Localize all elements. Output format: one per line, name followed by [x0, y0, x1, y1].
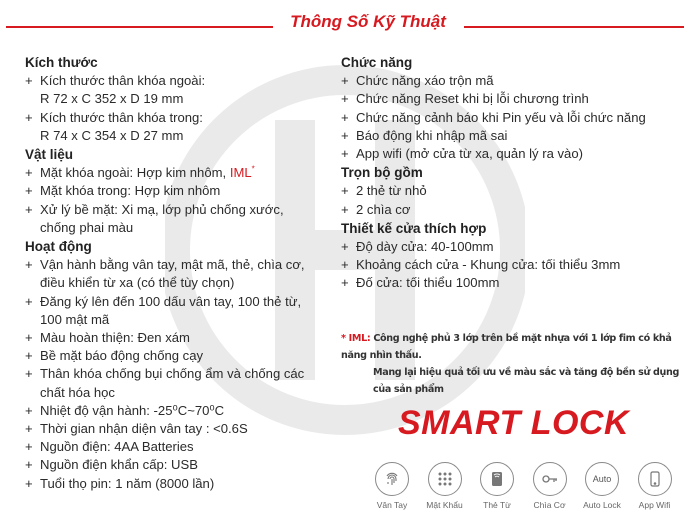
- list-item: + Xử lý bề mặt: Xi mạ, lớp phủ chống xước,: [25, 201, 335, 219]
- fingerprint-icon: [375, 462, 409, 496]
- plus-icon: +: [341, 73, 349, 89]
- footnote-label: * IML:: [341, 333, 371, 344]
- feature-label: Chìa Cơ: [533, 500, 566, 510]
- plus-icon: +: [25, 257, 33, 273]
- card-icon: [480, 462, 514, 496]
- plus-icon: +: [341, 183, 349, 199]
- plus-icon: +: [25, 366, 33, 382]
- left-column: [25, 54, 335, 493]
- list-item: + Bề mặt báo động chống cạy: [25, 347, 335, 365]
- plus-icon: +: [25, 109, 33, 125]
- right-column: [341, 54, 671, 293]
- list-item: + Chức năng xáo trộn mã: [341, 72, 671, 90]
- keypad-icon: [428, 462, 462, 496]
- key-icon: [533, 462, 567, 496]
- plus-icon: +: [341, 275, 349, 291]
- header-rule-left: [6, 26, 273, 28]
- feature-label: Auto Lock: [583, 500, 621, 510]
- list-item: + Độ dày cửa: 40-100mm: [341, 238, 671, 256]
- functions-list: [341, 72, 671, 163]
- section-heading-size: Kích thước: [25, 55, 98, 70]
- plus-icon: +: [341, 146, 349, 162]
- plus-icon: +: [25, 348, 33, 364]
- list-item-sub: 100 mật mã: [40, 311, 110, 327]
- brand-smart-lock: SMART LOCK: [398, 404, 630, 442]
- list-item: + Mặt khóa ngoài: Hợp kim nhôm, IML*: [25, 164, 335, 182]
- list-item: + Đăng ký lên đến 100 dấu vân tay, 100 thẻ từ,: [25, 293, 335, 311]
- header-rule-right: [464, 26, 684, 28]
- plus-icon: +: [341, 91, 349, 107]
- list-item: + Báo động khi nhập mã sai: [341, 127, 671, 145]
- list-item: + Vận hành bằng vân tay, mật mã, thẻ, chìa cơ,: [25, 256, 335, 274]
- feature-label: Thẻ Từ: [483, 500, 511, 510]
- iml-footnote: [341, 330, 681, 398]
- door-list: [341, 238, 671, 293]
- operation-list: [25, 256, 335, 493]
- plus-icon: +: [25, 183, 33, 199]
- plus-icon: +: [25, 457, 33, 473]
- phone-icon: [638, 462, 672, 496]
- list-item: + Nguồn điện khẩn cấp: USB: [25, 456, 335, 474]
- list-item: + Nhiệt độ vận hành: -25⁰C~70⁰C: [25, 402, 335, 420]
- plus-icon: +: [25, 201, 33, 217]
- auto-lock-icon: Auto: [585, 462, 619, 496]
- plus-icon: +: [25, 73, 33, 89]
- feature-phone: [629, 462, 681, 510]
- list-item: + Chức năng cảnh báo khi Pin yếu và lỗi chức năng: [341, 109, 671, 127]
- plus-icon: +: [25, 293, 33, 309]
- iml-highlight: IML: [229, 165, 252, 181]
- section-header: [0, 8, 689, 38]
- footnote-marker: *: [251, 164, 255, 174]
- plus-icon: +: [25, 402, 33, 418]
- material-list: [25, 164, 335, 237]
- plus-icon: +: [25, 475, 33, 491]
- list-item: + Thời gian nhận diện vân tay : <0.6S: [25, 420, 335, 438]
- plus-icon: +: [25, 421, 33, 437]
- feature-icons: [366, 462, 682, 517]
- list-item: + 2 thẻ từ nhỏ: [341, 182, 671, 200]
- feature-keypad: [419, 462, 471, 510]
- list-item-sub: điều khiển từ xa (có thể tùy chọn): [40, 275, 235, 291]
- plus-icon: +: [25, 439, 33, 455]
- list-item: + Đố cửa: tối thiểu 100mm: [341, 274, 671, 292]
- plus-icon: +: [341, 257, 349, 273]
- set-list: [341, 182, 671, 218]
- list-item: + Thân khóa chống bụi chống ẩm và chống các: [25, 365, 335, 383]
- list-item: + Kích thước thân khóa trong:: [25, 109, 335, 127]
- page-title: Thông Số Kỹ Thuật: [290, 12, 446, 31]
- feature-label: Mật Khẩu: [426, 500, 463, 510]
- list-item-sub: R 72 x C 352 x D 19 mm: [40, 91, 184, 107]
- section-heading-functions: Chức năng: [341, 55, 413, 70]
- list-item: + Khoảng cách cửa - Khung cửa: tối thiểu 3mm: [341, 256, 671, 274]
- plus-icon: +: [341, 127, 349, 143]
- section-heading-set: Trọn bộ gồm: [341, 165, 423, 181]
- feature-label: Vân Tay: [376, 500, 408, 510]
- plus-icon: +: [25, 330, 33, 346]
- list-item: + Kích thước thân khóa ngoài:: [25, 72, 335, 90]
- section-heading-material: Vật liệu: [25, 147, 74, 163]
- plus-icon: +: [25, 165, 33, 181]
- plus-icon: +: [341, 239, 349, 255]
- list-item: + Nguồn điện: 4AA Batteries: [25, 438, 335, 456]
- list-item: + Chức năng Reset khi bị lỗi chương trình: [341, 90, 671, 108]
- plus-icon: +: [341, 109, 349, 125]
- feature-label: App Wifi: [638, 500, 671, 510]
- feature-fingerprint: [366, 462, 418, 510]
- list-item: + 2 chìa cơ: [341, 201, 671, 219]
- feature-auto-lock: [576, 462, 628, 510]
- list-item: + App wifi (mở cửa từ xa, quản lý ra vào): [341, 145, 671, 163]
- list-item-sub: R 74 x C 354 x D 27 mm: [40, 127, 184, 143]
- feature-card: [471, 462, 523, 510]
- list-item-sub: chống phai màu: [40, 219, 134, 235]
- section-heading-door: Thiết kế cửa thích hợp: [341, 220, 487, 236]
- footnote-line2: Mang lại hiệu quả tối ưu về màu sắc và tăng độ bền sử dụng của sản phẩm: [373, 367, 679, 395]
- size-list: [25, 72, 335, 145]
- section-heading-operation: Hoạt động: [25, 239, 92, 255]
- list-item-sub: chất hóa học: [40, 384, 115, 400]
- list-item: + Mặt khóa trong: Hợp kim nhôm: [25, 182, 335, 200]
- list-item: + Tuổi thọ pin: 1 năm (8000 lần): [25, 475, 335, 493]
- feature-key: [524, 462, 576, 510]
- plus-icon: +: [341, 201, 349, 217]
- list-item: + Màu hoàn thiện: Đen xám: [25, 329, 335, 347]
- footnote-line1: Công nghệ phủ 3 lớp trên bề mặt nhựa với 1 lớp fim có khả năng nhìn thấu.: [341, 333, 672, 361]
